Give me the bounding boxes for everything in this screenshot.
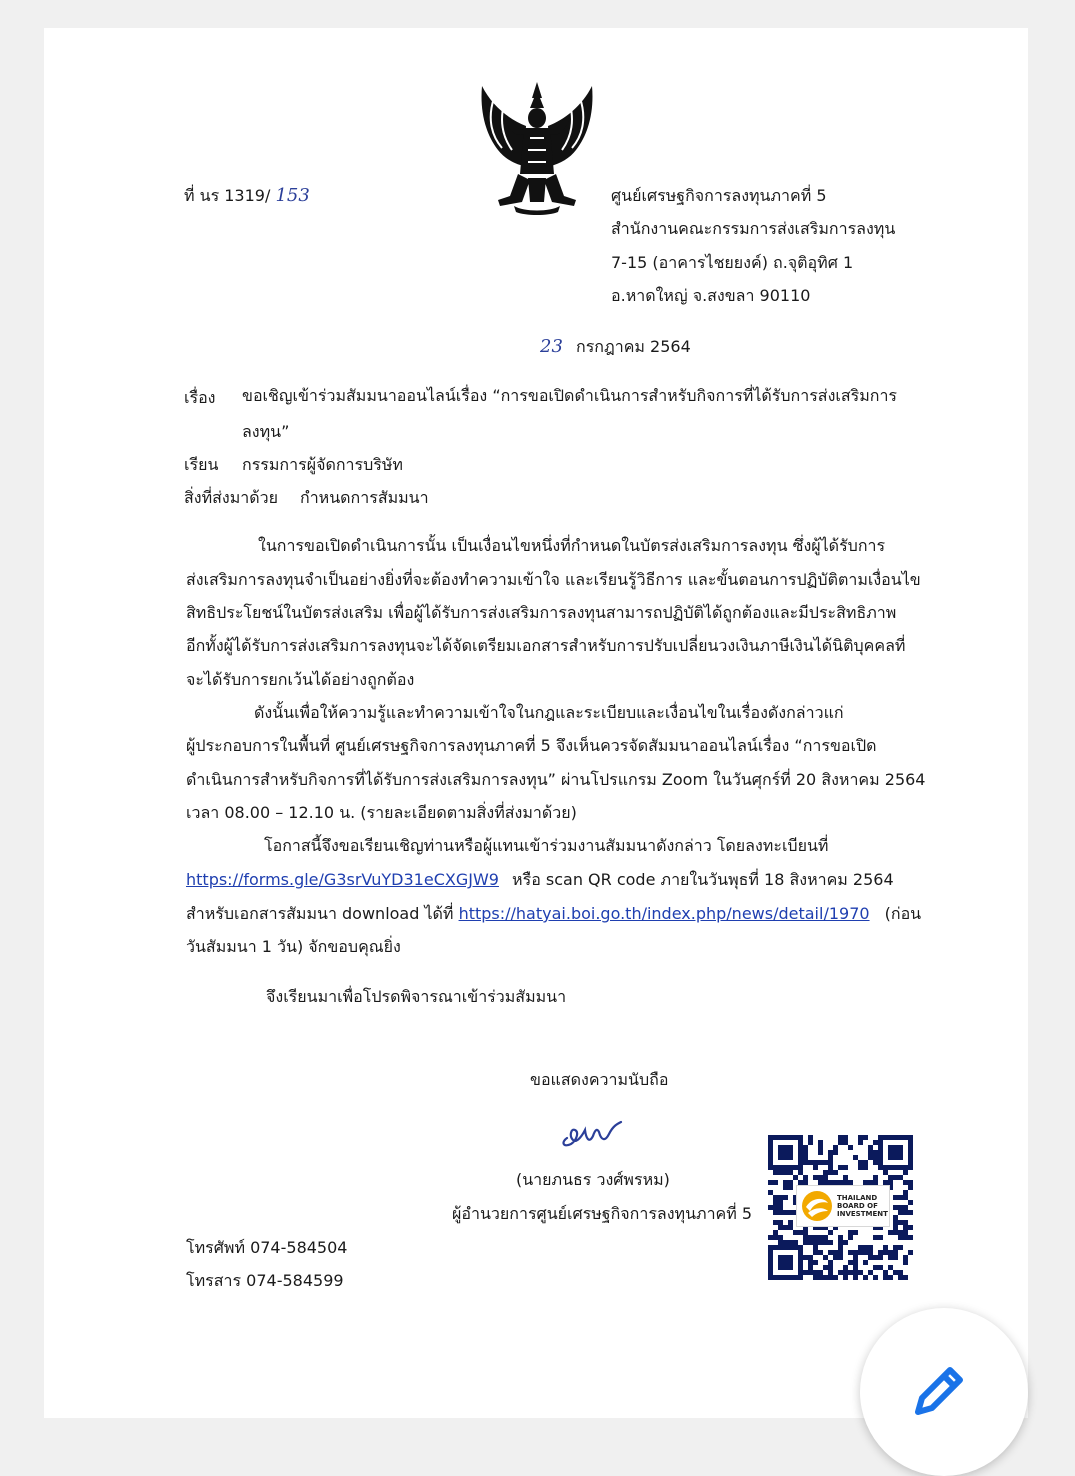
- signatory-title: ผู้อำนวยการศูนย์เศรษฐกิจการลงทุนภาคที่ 5: [452, 1204, 753, 1223]
- subject-line-1: ขอเชิญเข้าร่วมสัมมนาออนไลน์เรื่อง “การขอเปิดดำเนินการสำหรับกิจการที่ได้รับการส่งเสริมการ: [242, 386, 898, 405]
- garuda-emblem-icon: [474, 78, 600, 216]
- para3-line-3-prefix: สำหรับเอกสารสัมมนา download ได้ที่: [186, 904, 454, 923]
- enclosure-label: สิ่งที่ส่งมาด้วย: [184, 488, 278, 507]
- date-month-year: กรกฎาคม 2564: [576, 337, 691, 356]
- reference-number: [184, 186, 310, 206]
- reference-label: ที่ นร 1319/: [184, 186, 271, 205]
- pencil-icon: [910, 1360, 970, 1420]
- para1-line-4: อีกทั้งผู้ได้รับการส่งเสริมการลงทุนจะได้จัดเตรียมเอกสารสำหรับการปรับเปลี่ยนวงเงินภาษีเงินได้นิติบุคคลที่: [186, 636, 906, 655]
- boi-logo: [796, 1185, 890, 1227]
- subject-line-2: ลงทุน”: [242, 422, 290, 441]
- reference-number-handwritten: 153: [275, 185, 310, 206]
- recipient-value: กรรมการผู้จัดการบริษัท: [242, 455, 403, 474]
- para1-line-1: ในการขอเปิดดำเนินการนั้น เป็นเงื่อนไขหนึ่งที่กำหนดในบัตรส่งเสริมการลงทุน ซึ่งผู้ได้รับการ: [258, 536, 886, 555]
- para3-line-2-rest: หรือ scan QR code ภายในวันพุธที่ 18 สิงหาคม 2564: [512, 870, 894, 889]
- subject-label: เรื่อง: [184, 388, 216, 407]
- signatory-name: (นายภนธร วงศ์พรหม): [516, 1170, 670, 1189]
- sender-address-line-2: สำนักงานคณะกรรมการส่งเสริมการลงทุน: [611, 219, 896, 238]
- handwritten-signature-icon: [559, 1118, 629, 1152]
- regards: ขอแสดงความนับถือ: [530, 1070, 669, 1089]
- para2-line-2: ผู้ประกอบการในพื้นที่ ศูนย์เศรษฐกิจการลงทุนภาคที่ 5 จึงเห็นควรจัดสัมมนาออนไลน์เรื่อง “การขอเปิด: [186, 736, 877, 755]
- para2-line-1: ดังนั้นเพื่อให้ความรู้และทำความเข้าใจในกฎและระเบียบและเงื่อนไขในเรื่องดังกล่าวแก่: [254, 703, 844, 722]
- download-link[interactable]: https://hatyai.boi.go.th/index.php/news/detail/1970: [458, 904, 870, 923]
- qr-code[interactable]: [764, 1131, 918, 1283]
- para3-line-4: วันสัมมนา 1 วัน) จักขอบคุณยิ่ง: [186, 937, 401, 956]
- date-day-handwritten: 23: [540, 336, 563, 357]
- sender-address-line-1: ศูนย์เศรษฐกิจการลงทุนภาคที่ 5: [611, 186, 827, 205]
- para2-line-3: ดำเนินการสำหรับกิจการที่ได้รับการส่งเสริมการลงทุน” ผ่านโปรแกรม Zoom ในวันศุกร์ที่ 20 สิงหาคม 2564: [186, 770, 926, 789]
- para1-line-3: สิทธิประโยชน์ในบัตรส่งเสริม เพื่อผู้ได้รับการส่งเสริมการลงทุนสามารถปฏิบัติได้ถูกต้องและมีประสิทธิภาพ: [186, 603, 897, 622]
- edit-fab-button[interactable]: [860, 1308, 1028, 1476]
- sender-address-line-3: 7-15 (อาคารไชยยงค์) ถ.จุติอุทิศ 1: [611, 253, 854, 272]
- para1-line-2: ส่งเสริมการลงทุนจำเป็นอย่างยิ่งที่จะต้องทำความเข้าใจ และเรียนรู้วิธีการ และขั้นตอนการปฏิบัติตามเงื่อนไข: [186, 570, 921, 589]
- document-page: [44, 28, 1028, 1418]
- recipient-label: เรียน: [184, 455, 219, 474]
- registration-link[interactable]: https://forms.gle/G3srVuYD31eCXGJW9: [186, 870, 499, 889]
- letter-date: [540, 337, 691, 357]
- para1-line-5: จะได้รับการยกเว้นได้อย่างถูกต้อง: [186, 670, 415, 689]
- para3-line-3-suffix: (ก่อน: [884, 904, 922, 923]
- para3-line-2: [186, 870, 894, 890]
- para3-line-3: [186, 904, 921, 924]
- enclosure-value: กำหนดการสัมมนา: [300, 488, 429, 507]
- para2-line-4: เวลา 08.00 – 12.10 น. (รายละเอียดตามสิ่งที่ส่งมาด้วย): [186, 803, 577, 822]
- boi-logo-mark-icon: [800, 1189, 834, 1223]
- sender-address-line-4: อ.หาดใหญ่ จ.สงขลา 90110: [611, 286, 811, 305]
- para3-line-1: โอกาสนี้จึงขอเรียนเชิญท่านหรือผู้แทนเข้าร่วมงานสัมมนาดังกล่าว โดยลงทะเบียนที่: [264, 836, 829, 855]
- fax-number: โทรสาร 074-584599: [186, 1271, 344, 1290]
- phone-number: โทรศัพท์ 074-584504: [186, 1238, 348, 1257]
- closing-request: จึงเรียนมาเพื่อโปรดพิจารณาเข้าร่วมสัมมนา: [266, 987, 567, 1006]
- boi-logo-text: THAILAND BOARD OF INVESTMENT: [837, 1194, 888, 1218]
